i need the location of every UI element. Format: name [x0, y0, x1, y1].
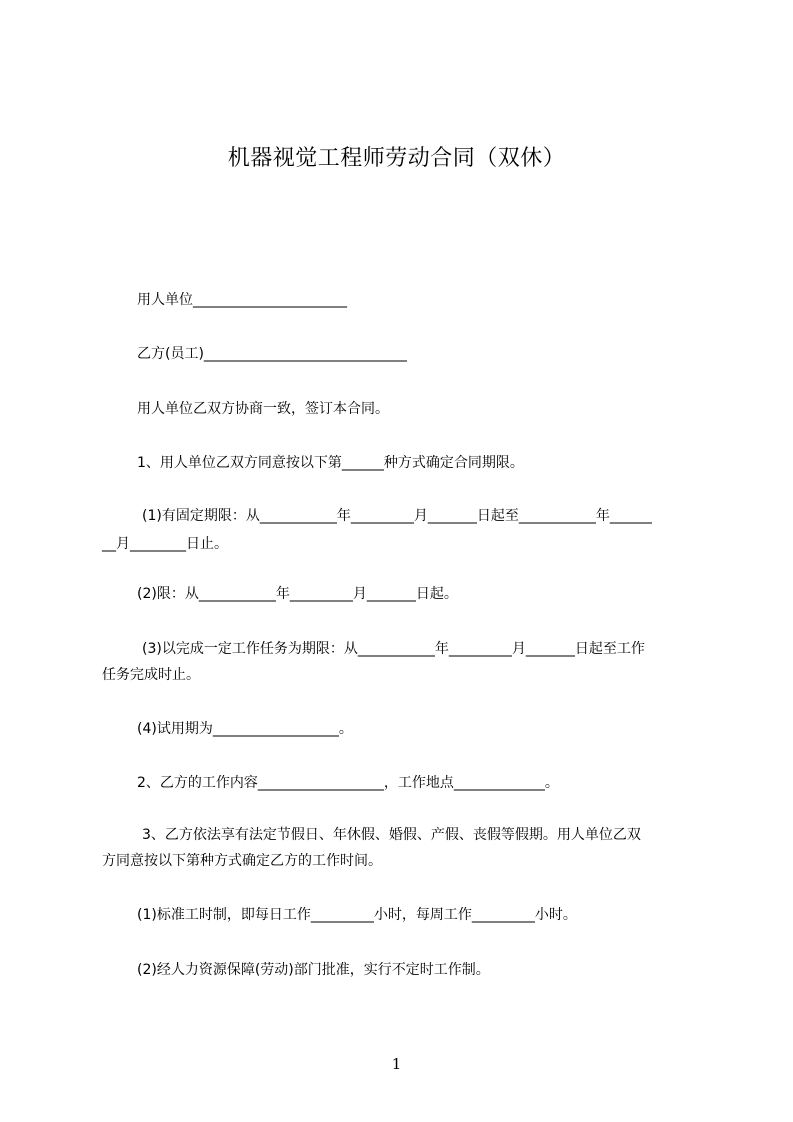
clause-1-heading: 1、用人单位乙双方同意按以下第______种方式确定合同期限。	[137, 455, 524, 471]
employer-field: 用人单位______________________	[137, 292, 347, 308]
clause-3-line-2: 方同意按以下第种方式确定乙方的工作时间。	[102, 853, 382, 869]
agreement-statement: 用人单位乙双方协商一致，签订本合同。	[137, 401, 389, 417]
employee-field: 乙方(员工)_____________________________	[137, 346, 407, 362]
clause-2: 2、乙方的工作内容__________________，工作地点_____________。	[137, 775, 559, 791]
clause-3-option-1: (1)标准工时制，即每日工作_________小时，每周工作_________小时。	[137, 907, 577, 923]
clause-1-option-1-line-2: __月________日止。	[102, 536, 228, 552]
document-title: 机器视觉工程师劳动合同（双休）	[227, 146, 566, 171]
clause-1-option-3-line-2: 任务完成时止。	[102, 667, 200, 683]
page-number: 1	[391, 1055, 402, 1073]
clause-3-line-1: 3、乙方依法享有法定节假日、年休假、婚假、产假、丧假等假期。用人单位乙双	[142, 827, 641, 843]
clause-1-option-4: (4)试用期为__________________。	[137, 721, 353, 737]
clause-1-option-1-line-1: (1)有固定期限：从___________年_________月_______日起至___________年______	[142, 508, 652, 524]
clause-1-option-2: (2)限：从___________年_________月_______日起。	[137, 586, 458, 602]
clause-1-option-3-line-1: (3)以完成一定工作任务为期限：从___________年_________月_______日起至工作	[142, 641, 645, 657]
clause-3-option-2: (2)经人力资源保障(劳动)部门批准，实行不定时工作制。	[137, 962, 490, 978]
